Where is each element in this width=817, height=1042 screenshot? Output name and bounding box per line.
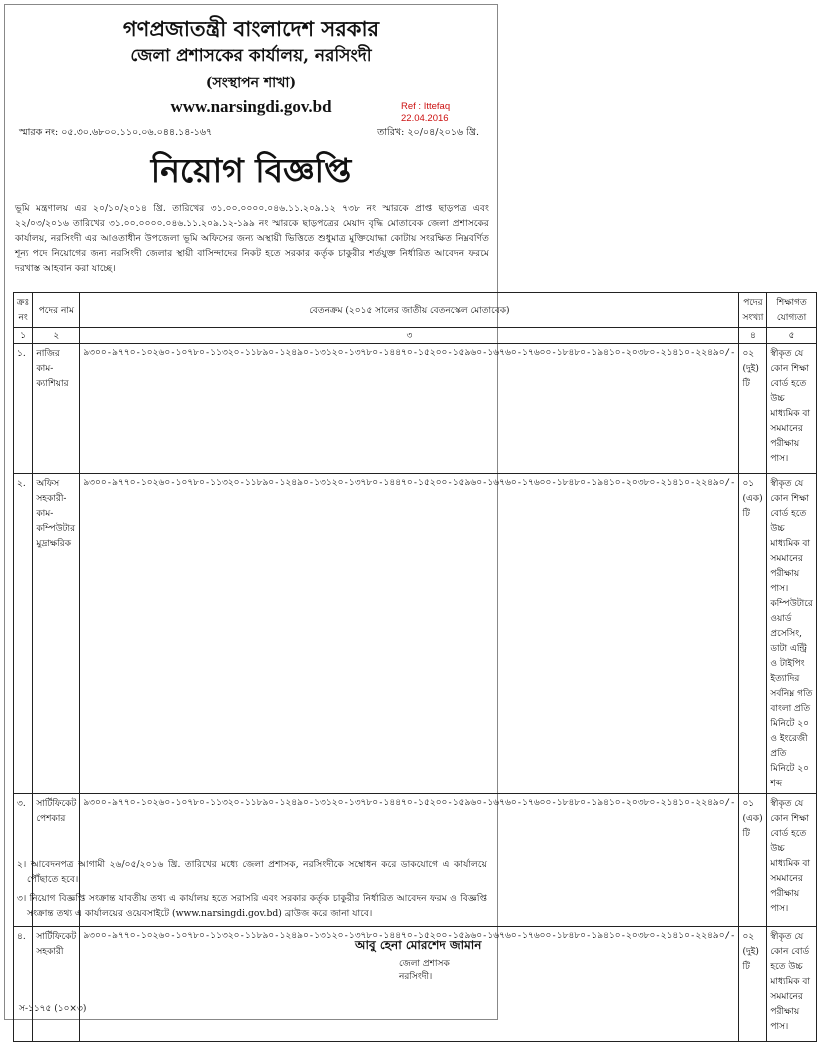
column-number: ৫ bbox=[767, 328, 816, 344]
government-title: গণপ্রজাতন্ত্রী বাংলাদেশ সরকার bbox=[122, 16, 380, 41]
row-serial: ৩. bbox=[14, 794, 33, 927]
column-number: ৪ bbox=[739, 328, 767, 344]
column-number: ৩ bbox=[80, 328, 739, 344]
note-item: ৩। নিয়োগ বিজ্ঞপ্তি সংক্রান্ত যাবতীয় তথ্য এ কার্যালয় হতে সরাসরি এবং সরকার কর্তৃক চাকুরীর নির্ধারিত আবেদন ফরম ও বিজ্ঞপ্তি সংক্রান্ত তথ্য এ কার্যালয়ের ওয়েবসাইটে (www.narsingdi.gov.bd) ব্রাউজ করে জানা যাবে। bbox=[17, 893, 487, 919]
ref-date: 22.04.2016 bbox=[401, 113, 449, 124]
row-post: অফিস সহকারী- কাম- কম্পিউটার মুদ্রাক্ষরিক bbox=[33, 474, 80, 794]
header-count: পদের সংখ্যা bbox=[739, 293, 767, 328]
row-post: সার্টিফিকেট পেশকার bbox=[33, 794, 80, 927]
notice-page bbox=[4, 4, 813, 1032]
office-title: জেলা প্রশাসকের কার্যালয়, নরসিংদী bbox=[130, 46, 372, 66]
row-scale: ৯৩০০-৯৭৭০-১০২৬০-১০৭৮০-১১৩২০-১১৮৯০-১২৪৯০-১৩১২০-১৩৭৮০-১৪৪৭০-১৫২০০-১৫৯৬০-১৬৭৬০-১৭৬০০-১৮৪৮০-১৯৪১০-২০৩৮০-২১৪১০-২২৪৯০/- bbox=[80, 927, 739, 1042]
branch-title: (সংস্থাপন শাখা) bbox=[205, 75, 297, 91]
row-scale: ৯৩০০-৯৭৭০-১০২৬০-১০৭৮০-১১৩২০-১১৮৯০-১২৪৯০-১৩১২০-১৩৭৮০-১৪৪৭০-১৫২০০-১৫৯৬০-১৬৭৬০-১৭৬০০-১৮৪৮০-১৯৪১০-২০৩৮০-২১৪১০-২২৪৯০/- bbox=[80, 794, 739, 927]
row-post: নাজির কাম-ক্যাশিয়ার bbox=[33, 344, 80, 474]
row-qualification: স্বীকৃত যে কোন শিক্ষা বোর্ড হতে উচ্চ মাধ্যমিক বা সমমানের পরীক্ষায় পাস। bbox=[767, 344, 816, 474]
table-row bbox=[14, 344, 817, 474]
table-row bbox=[14, 474, 817, 794]
row-count: ০২ (দুই) টি bbox=[739, 344, 767, 474]
notice-title: নিয়োগ বিজ্ঞপ্তি bbox=[150, 151, 352, 190]
row-count: ০১ (এক) টি bbox=[739, 474, 767, 794]
vacancy-table bbox=[13, 292, 817, 1042]
header-scale: বেতনক্রম (২০১৫ সালের জাতীয় বেতনস্কেল মোতাবেক) bbox=[80, 293, 739, 328]
row-serial: ৪. bbox=[14, 927, 33, 1042]
row-qualification: স্বীকৃত যে কোন শিক্ষা বোর্ড হতে উচ্চ মাধ্যমিক বা সমমানের পরীক্ষায় পাস। bbox=[767, 794, 816, 927]
newspaper-reference bbox=[401, 101, 491, 125]
row-qualification: স্বীকৃত যে কোন শিক্ষা বোর্ড হতে উচ্চ মাধ্যমিক বা সমমানের পরীক্ষায় পাস। কম্পিউটারে ওয়ার্ড প্রসেসিং, ডাটা এন্ট্রি ও টাইপিং ইত্যাদির সর্বনিম্ন গতি বাংলা প্রতি মিনিটে ২০ ও ইংরেজী প্রতি মিনিটে ২০ শব্দ bbox=[767, 474, 816, 794]
ref-source: Ref : Ittefaq bbox=[401, 101, 451, 112]
column-number: ১ bbox=[14, 328, 33, 344]
signatory-block bbox=[399, 958, 450, 984]
row-qualification: স্বীকৃত যে কোন বোর্ড হতে উচ্চ মাধ্যমিক বা সমমানের পরীক্ষায় পাস। bbox=[767, 927, 816, 1042]
signatory-designation: জেলা প্রশাসক bbox=[399, 959, 450, 969]
notice-date: তারিখ: ২০/০৪/২০১৬ খ্রি. bbox=[377, 127, 479, 138]
notes-section bbox=[17, 857, 487, 925]
row-count: ০২ (দুই) টি bbox=[739, 927, 767, 1042]
header-post: পদের নাম bbox=[33, 293, 80, 328]
header-serial: ক্রঃ নং bbox=[14, 293, 33, 328]
row-scale: ৯৩০০-৯৭৭০-১০২৬০-১০৭৮০-১১৩২০-১১৮৯০-১২৪৯০-১৩১২০-১৩৭৮০-১৪৪৭০-১৫২০০-১৫৯৬০-১৬৭৬০-১৭৬০০-১৮৪৮০-১৯৪১০-২০৩৮০-২১৪১০-২২৪৯০/- bbox=[80, 474, 739, 794]
column-number: ২ bbox=[33, 328, 80, 344]
row-post: সার্টিফিকেট সহকারী bbox=[33, 927, 80, 1042]
note-item: ২। আবেদনপত্র আগামী ২৬/০৫/২০১৬ খ্রি. তারিখের মধ্যে জেলা প্রশাসক, নরসিংদীকে সম্বোধন করে ডাকযোগে এ কার্যালয়ে পৌঁছাতে হবে। bbox=[17, 859, 487, 885]
row-count: ০১ (এক) টি bbox=[739, 794, 767, 927]
signatory-place: নরসিংদী। bbox=[399, 972, 433, 982]
signatory-name: আবু হেনা মোরশেদ জামান bbox=[355, 938, 482, 952]
intro-paragraph: ভূমি মন্ত্রণালয় এর ২০/১০/২০১৪ খ্রি. তারিখের ৩১.০০.০০০০.০৪৬.১১.২০৯.১২ ৭৩৮ নং স্মারকে প্রাপ্ত ছাড়পত্র এবং ২২/০৩/২০১৬ তারিখের ৩১.০০.০০০০.০৪৬.১১.২০৯.১২-১৯৯ নং স্মারকে ছাড়পত্রের মেয়াদ বৃদ্ধি মোতাবেক জেলা প্রশাসকের কার্যালয়, নরসিংদী এর আওতাধীন উপজেলা ভূমি অফিসের জন্য অস্থায়ী ভিত্তিতে শুধুমাত্র মুক্তিযোদ্ধা কোটায় সংরক্ষিত নিম্নবর্ণিত শূন্য পদে নিয়োগের জন্য নরসিংদী জেলার স্থায়ী বাসিন্দাদের নিকট হতে সরকার কর্তৃক চাকুরীর শর্তযুক্ত নির্ধারিত আবেদন ফরমে দরখাস্ত আহবান করা যাচ্ছে। bbox=[15, 203, 489, 274]
table-column-number-row bbox=[14, 328, 817, 344]
website-link[interactable]: www.narsingdi.gov.bd bbox=[170, 97, 332, 116]
row-serial: ১. bbox=[14, 344, 33, 474]
header-qualification: শিক্ষাগত যোগ্যতা bbox=[767, 293, 816, 328]
print-code: স-১১৭৫ (১০×৩) bbox=[19, 1004, 87, 1014]
row-scale: ৯৩০০-৯৭৭০-১০২৬০-১০৭৮০-১১৩২০-১১৮৯০-১২৪৯০-১৩১২০-১৩৭৮০-১৪৪৭০-১৫২০০-১৫৯৬০-১৬৭৬০-১৭৬০০-১৮৪৮০-১৯৪১০-২০৩৮০-২১৪১০-২২৪৯০/- bbox=[80, 344, 739, 474]
row-serial: ২. bbox=[14, 474, 33, 794]
table-header-row bbox=[14, 293, 817, 328]
memo-number: স্মারক নং: ০৫.৩০.৬৮০০.১১০.০৬.০৪৪.১৪-১৬৭ bbox=[19, 127, 213, 138]
